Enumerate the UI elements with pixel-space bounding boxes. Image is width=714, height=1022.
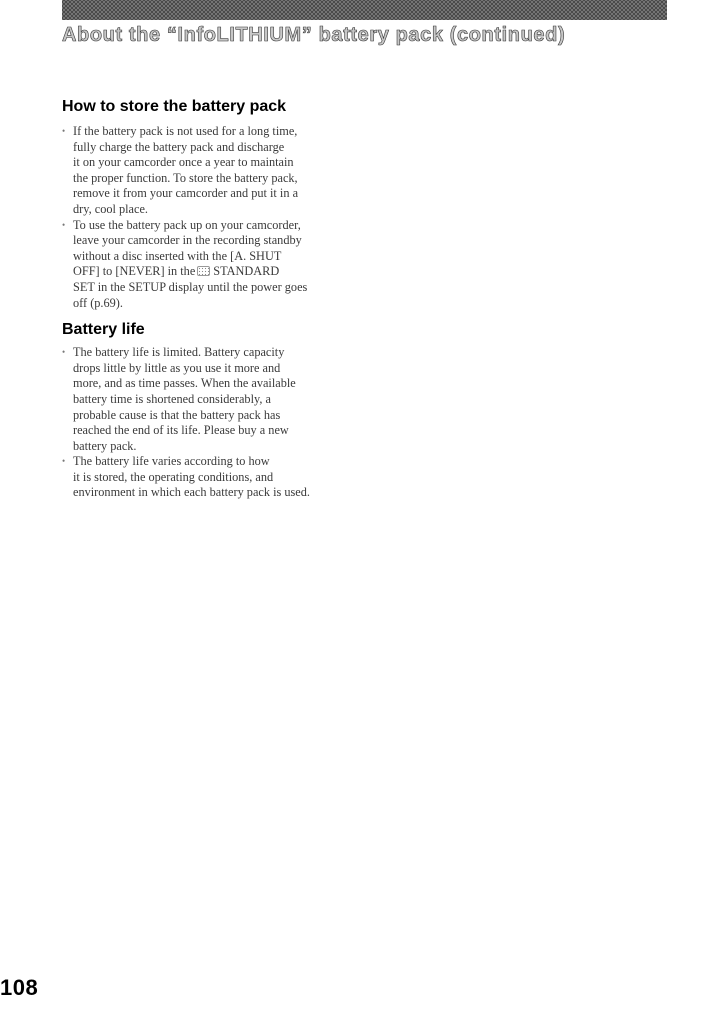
page-title: About the “InfoLITHIUM” battery pack (continued) [62,24,566,46]
text-fragment: OFF] to [NEVER] in the [73,264,196,279]
section-battery-life [62,319,382,501]
text-line: remove it from your camcorder and put it in a [73,186,299,201]
text-line: • The battery life is limited. Battery capacity [73,345,285,360]
section-heading-storage: How to store the battery pack [62,98,287,115]
bullet-item [62,454,382,501]
text-line: it is stored, the operating conditions, and [73,469,274,484]
bullet-item [62,124,382,218]
page-number: 108 [0,975,39,1000]
text-line [73,264,382,280]
text-line: it on your camcorder once a year to maintain [73,155,294,170]
text-line: without a disc inserted with the [A. SHUT [73,248,282,263]
bullet-item [62,345,382,454]
storage-bullet-list [62,124,382,311]
text-line: • To use the battery pack up on your camcorder, [73,217,301,232]
text-line: battery pack. [73,438,137,453]
text-line: • The battery life varies according to how [73,454,270,469]
text-line: • If the battery pack is not used for a long time, [73,124,298,138]
text-line: probable cause is that the battery pack has [73,407,281,422]
text-line: drops little by little as you use it more and [73,360,281,375]
text-line: more, and as time passes. When the available [73,376,296,391]
bullet-item [62,218,382,312]
section-heading-battery-life: Battery life [62,321,145,339]
page-content [62,96,382,501]
text-line: off (p.69). [73,295,123,310]
text-fragment: STANDARD [213,264,280,279]
text-line: fully charge the battery pack and discharge [73,139,285,154]
text-line: the proper function. To store the battery pack, [73,170,298,185]
battery-life-bullet-list [62,345,382,501]
header-bar [62,0,667,20]
text-line: dry, cool place. [73,201,148,216]
section-storage [62,96,382,311]
text-line: environment in which each battery pack is used. [73,485,310,500]
text-line: reached the end of its life. Please buy a new [73,423,289,438]
standard-set-icon [197,266,210,276]
text-line: battery time is shortened considerably, a [73,391,271,406]
text-line: leave your camcorder in the recording standby [73,233,302,248]
text-line: SET in the SETUP display until the power goes [73,279,308,294]
